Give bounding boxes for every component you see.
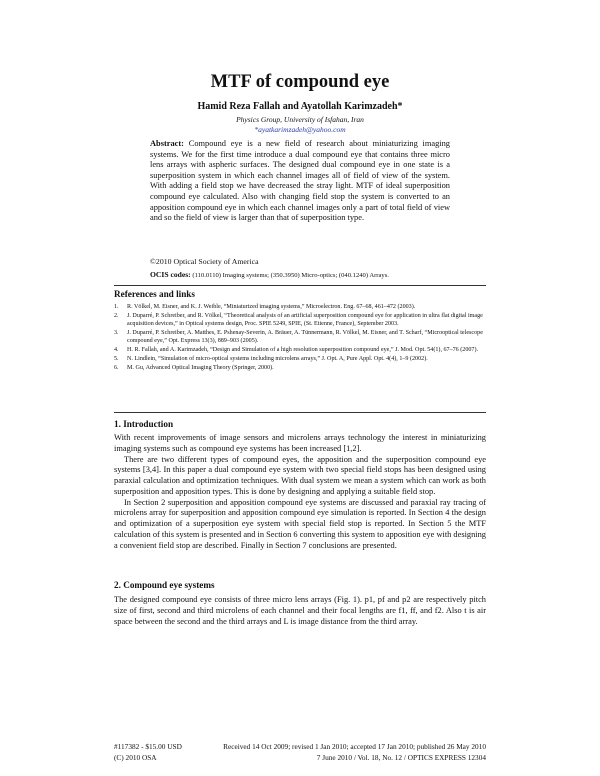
references-heading: References and links [114,289,195,299]
reference-list [114,304,486,374]
section-body [114,433,486,551]
paragraph: In Section 2 superposition and apposition compound eye systems are discussed and paraxial ray tracing of microlens array for superposition and apposition compound eye simulation is reported. In Section 4 the design and optimization of a superposition eye system with special field stop is reported. In Section 5 the MTF calculation of this system is presented and in Section 6 converting this system to apposition eye with designing a convenient field stop are described. Finally in Section 7 conclusions are presented. [114,497,486,550]
reference-item [114,304,486,312]
reference-item [114,356,486,364]
reference-number: 3. [114,329,119,336]
paper-title: MTF of compound eye [210,72,390,92]
abstract-text: Compound eye is a new field of research about miniaturizing imaging systems. We for the first time introduce a dual compound eye that contains three micro lens arrays with aspheric surfaces. The designed dual compound eye in one state is a superposition system in which each channel images all of field of view of the system. With adding a field stop we have decreased the stray light. MTF of ideal superposition compound eye calculated. Also with changing field stop the system is converted to an apposition compound eye in which each channel images only a part of total field of view and so the field of view is larger than that of superposition type. [150,139,450,223]
author-list: Hamid Reza Fallah and Ayatollah Karimzadeh* [197,101,403,112]
section-heading: 2. Compound eye systems [114,580,215,590]
divider [114,285,486,286]
ocis-codes [150,270,460,279]
reference-number: 1. [114,304,119,310]
reference-text: J. Duparré, P. Schreiber, A. Matthes, E. Pshenay-Severin, A. Bräuer, A. Tünnermann, R. Völkel, M. Eisner, and T. Scharf, “Microoptical telescope compound eye,” Opt. Express 13(3), 889–903 (2005). [127,329,483,344]
reference-text: M. Gu, Advanced Optical Imaging Theory (Springer, 2000). [127,365,274,372]
reference-number: 5. [114,355,119,362]
copyright-notice: ©2010 Optical Society of America [150,257,259,266]
footer-right [200,741,486,763]
reference-item [114,365,486,373]
reference-text: R. Völkel, M. Eisner, and K. J. Weible, “Miniaturized imaging systems,” Microelectron. Eng. 67–68, 461–472 (2003). [127,304,416,310]
abstract [150,139,450,224]
reference-number: 2. [114,313,119,320]
journal-citation: 7 June 2010 / Vol. 18, No. 12 / OPTICS EXPRESS 12304 [316,753,486,762]
reference-text: J. Duparré, P. Schreiber, and R. Völkel, “Theoretical analysis of an artificial superposition compound eye for application in ultra flat digital image acquisition devices,” in Optical systems design, Proc. SPIE 5249, SPIE, (St. Etienne, France), September 2003. [127,313,483,327]
paragraph: With recent improvements of image sensors and microlens arrays technology the interest in miniaturizing imaging systems such as compound eye systems has been increased [1,2]. [114,433,486,453]
reference-item [114,313,486,328]
footer-left [114,741,182,763]
article-id: #117382 - $15.00 USD [114,742,182,751]
reference-item [114,347,486,355]
section-heading: 1. Introduction [114,419,174,429]
reference-text: N. Lindlein, “Simulation of micro-optical systems including microlens arrays,” J. Opt. A, Pure Appl. Opt. 4(4), 1–9 (2002). [127,355,428,362]
ocis-text: (110.0110) Imaging systems; (350.3950) Micro-optics; (040.1240) Arrays. [190,272,389,279]
ocis-label: OCIS codes: [150,270,191,279]
paragraph: The designed compound eye consists of three micro lens arrays (Fig. 1). p1, pf and p2 are respectively pitch size of first, second and third microlens of each channel and their focal lengths are f1, ff, and f2. Also t is air space between the second and the third arrays and L is image distance from the third array. [114,595,486,626]
reference-text: H. R. Fallah, and A. Karimzadeh, “Design and Simulation of a high resolution superposition compound eye,” J. Mod. Opt. 54(1), 67–76 (2007). [127,346,479,353]
reference-number: 6. [114,365,119,372]
publication-history: Received 14 Oct 2009; revised 1 Jan 2010; accepted 17 Jan 2010; published 26 May 2010 [223,742,486,751]
copyright-footer: (C) 2010 OSA [114,753,157,762]
abstract-label: Abstract: [150,139,184,148]
affiliation: Physics Group, University of Isfahan, Iran [236,115,364,124]
author-email[interactable]: *ayatkarimzadeh@yahoo.com [254,125,346,134]
section-body [114,595,486,627]
reference-number: 4. [114,346,119,353]
divider [114,412,486,413]
paragraph: There are two different types of compound eyes, the apposition and the superposition compound eye systems [3,4]. In this paper a dual compound eye system with two special field stops has been designed using paraxial calculation and optimization techniques. With dual system we mean a system which can work as both superposition and apposition types. This is done by designing and applying a suitable field stop. [114,454,486,496]
reference-item [114,330,486,345]
